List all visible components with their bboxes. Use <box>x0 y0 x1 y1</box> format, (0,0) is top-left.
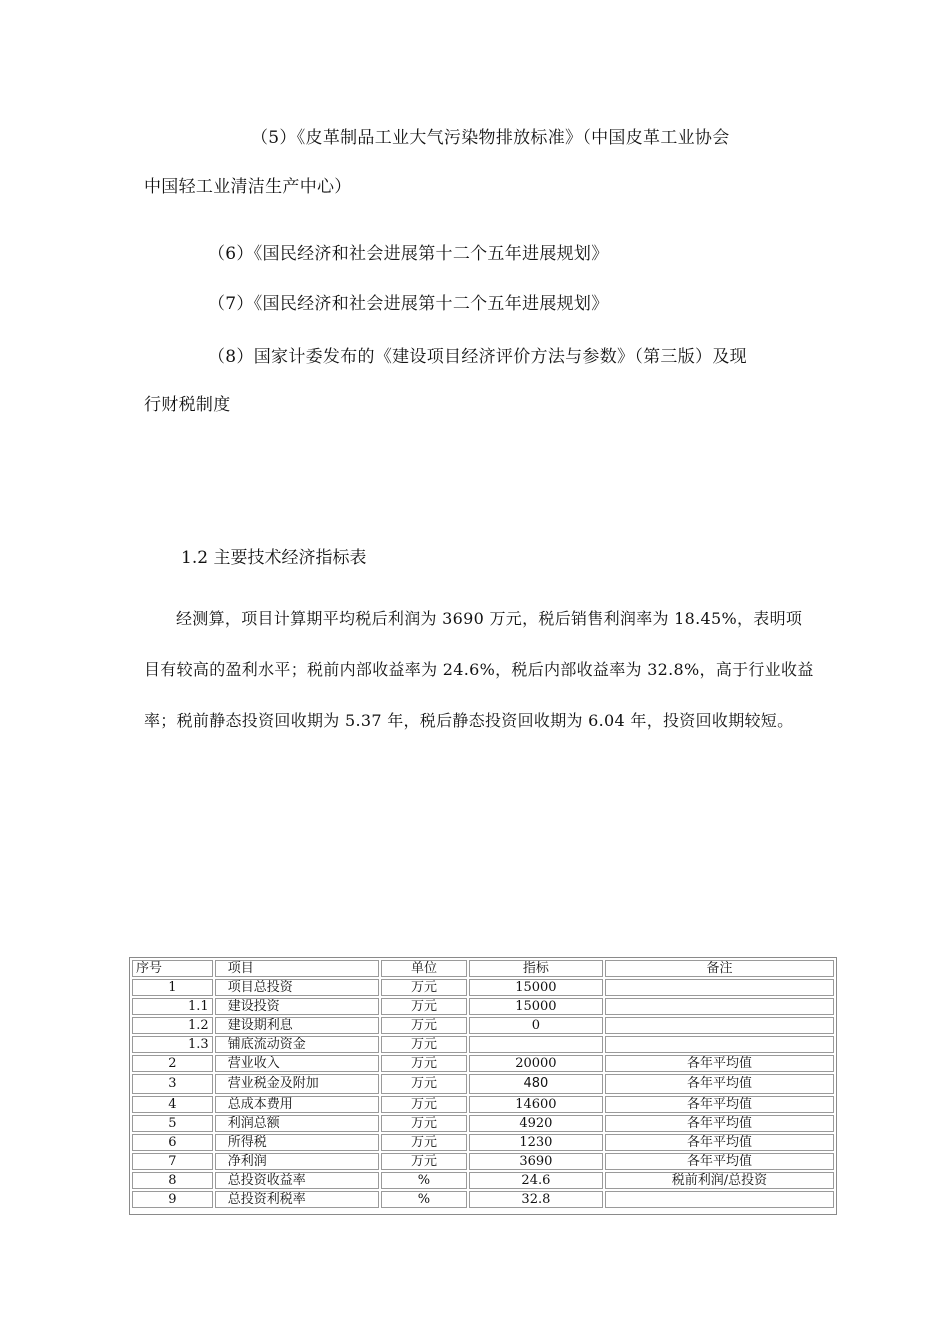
row-value: 15000 <box>469 979 603 996</box>
row-unit: 万元 <box>381 979 467 996</box>
row-unit: 万元 <box>381 1115 467 1132</box>
header-remark: 备注 <box>605 960 834 977</box>
table-row <box>132 1055 834 1072</box>
row-item: 总投资利税率 <box>215 1191 379 1208</box>
row-remark <box>605 1191 834 1208</box>
row-value: 3690 <box>469 1153 603 1170</box>
row-item: 营业税金及附加 <box>215 1074 379 1094</box>
row-unit: % <box>381 1172 467 1189</box>
row-index: 3 <box>132 1074 213 1094</box>
table-row <box>132 1096 834 1113</box>
row-index: 4 <box>132 1096 213 1113</box>
table-row <box>132 998 834 1015</box>
row-item: 建设期利息 <box>215 1017 379 1034</box>
row-value <box>469 1036 603 1053</box>
table-row <box>132 1153 834 1170</box>
summary-line-1: 经测算，项目计算期平均税后利润为 3690 万元，税后销售利润率为 18.45%，表明项 <box>176 609 803 628</box>
row-value: 15000 <box>469 998 603 1015</box>
row-remark: 各年平均值 <box>605 1055 834 1072</box>
row-remark: 各年平均值 <box>605 1115 834 1132</box>
row-index: 5 <box>132 1115 213 1132</box>
row-value: 4920 <box>469 1115 603 1132</box>
row-unit: 万元 <box>381 1017 467 1034</box>
row-value: 20000 <box>469 1055 603 1072</box>
table-row <box>132 1017 834 1034</box>
row-item: 总投资收益率 <box>215 1172 379 1189</box>
row-remark <box>605 998 834 1015</box>
row-index: 1 <box>132 979 213 996</box>
reference-7: （7）《国民经济和社会进展第十二个五年进展规划》 <box>208 294 609 314</box>
indicator-table-body <box>132 960 834 1208</box>
row-remark: 各年平均值 <box>605 1134 834 1151</box>
header-value: 指标 <box>469 960 603 977</box>
row-unit: % <box>381 1191 467 1208</box>
row-index: 8 <box>132 1172 213 1189</box>
table-row <box>132 1074 834 1094</box>
row-value: 480 <box>469 1074 603 1094</box>
row-item: 铺底流动资金 <box>215 1036 379 1053</box>
header-index: 序号 <box>132 960 213 977</box>
row-unit: 万元 <box>381 998 467 1015</box>
summary-line-2: 目有较高的盈利水平；税前内部收益率为 24.6%，税后内部收益率为 32.8%，高于行业收益 <box>144 660 814 679</box>
row-remark <box>605 979 834 996</box>
row-index: 9 <box>132 1191 213 1208</box>
row-unit: 万元 <box>381 1153 467 1170</box>
table-header-row <box>132 960 834 977</box>
row-unit: 万元 <box>381 1134 467 1151</box>
row-item: 利润总额 <box>215 1115 379 1132</box>
row-index: 1.3 <box>132 1036 213 1053</box>
header-item: 项目 <box>215 960 379 977</box>
row-index: 6 <box>132 1134 213 1151</box>
row-index: 1.1 <box>132 998 213 1015</box>
reference-8-line2: 行财税制度 <box>144 395 231 415</box>
table-row <box>132 1115 834 1132</box>
row-value: 32.8 <box>469 1191 603 1208</box>
row-item: 净利润 <box>215 1153 379 1170</box>
indicator-table <box>130 958 836 1210</box>
row-unit: 万元 <box>381 1074 467 1094</box>
row-value: 0 <box>469 1017 603 1034</box>
reference-6: （6）《国民经济和社会进展第十二个五年进展规划》 <box>208 244 609 264</box>
row-unit: 万元 <box>381 1096 467 1113</box>
indicator-table-frame <box>129 957 837 1215</box>
reference-8-line1: （8）国家计委发布的《建设项目经济评价方法与参数》（第三版）及现 <box>208 347 747 367</box>
table-row <box>132 979 834 996</box>
row-item: 所得税 <box>215 1134 379 1151</box>
table-row <box>132 1191 834 1208</box>
row-item: 总成本费用 <box>215 1096 379 1113</box>
row-item: 营业收入 <box>215 1055 379 1072</box>
row-remark <box>605 1017 834 1034</box>
row-item: 建设投资 <box>215 998 379 1015</box>
row-value: 24.6 <box>469 1172 603 1189</box>
table-row <box>132 1172 834 1189</box>
row-unit: 万元 <box>381 1055 467 1072</box>
summary-line-3: 率；税前静态投资回收期为 5.37 年，税后静态投资回收期为 6.04 年，投资回收期较短。 <box>144 711 794 730</box>
row-remark: 各年平均值 <box>605 1153 834 1170</box>
table-row <box>132 1134 834 1151</box>
row-remark: 税前利润/总投资 <box>605 1172 834 1189</box>
section-heading: 1.2 主要技术经济指标表 <box>181 548 367 568</box>
row-value: 1230 <box>469 1134 603 1151</box>
row-unit: 万元 <box>381 1036 467 1053</box>
row-item: 项目总投资 <box>215 979 379 996</box>
row-index: 7 <box>132 1153 213 1170</box>
row-remark <box>605 1036 834 1053</box>
row-index: 2 <box>132 1055 213 1072</box>
reference-5-line1: （5）《皮革制品工业大气污染物排放标准》（中国皮革工业协会 <box>251 128 730 148</box>
header-unit: 单位 <box>381 960 467 977</box>
row-remark: 各年平均值 <box>605 1074 834 1094</box>
row-remark: 各年平均值 <box>605 1096 834 1113</box>
table-row <box>132 1036 834 1053</box>
row-index: 1.2 <box>132 1017 213 1034</box>
reference-5-line2: 中国轻工业清洁生产中心） <box>144 177 352 197</box>
row-value: 14600 <box>469 1096 603 1113</box>
